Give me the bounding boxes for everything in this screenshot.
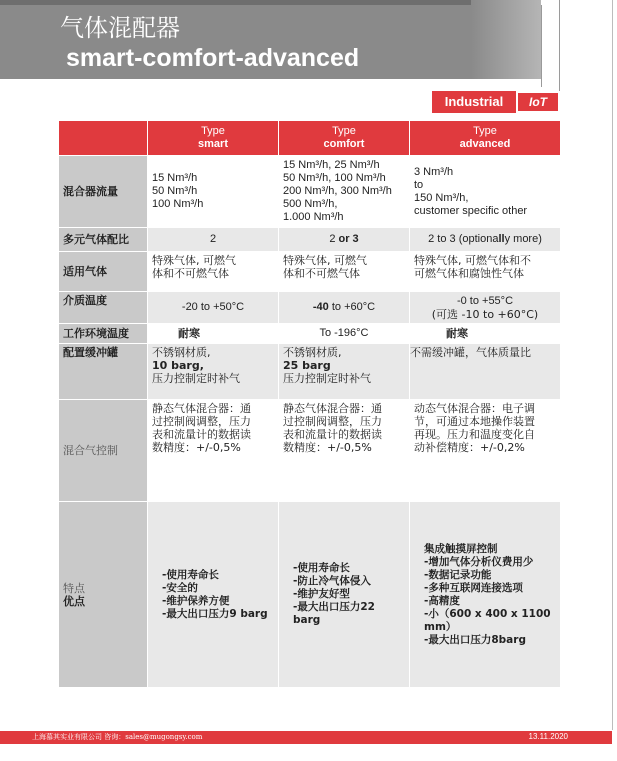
- cell-advanced: [410, 252, 561, 292]
- cell-line: 体和不可燃气体: [283, 267, 360, 280]
- cell-line: 表和流量计的数据读: [152, 428, 251, 441]
- cell-text-bold: -40: [312, 301, 329, 313]
- column-header-comfort: [279, 121, 410, 156]
- cell-line: 50 Nm³/h: [152, 185, 198, 197]
- cell-comfort: [279, 292, 410, 324]
- table-row-buffer: [59, 344, 561, 400]
- cell-line: 10 barg,: [152, 359, 204, 372]
- list-item: -高精度: [424, 594, 460, 607]
- cell-line: 动补偿精度：+/-0,2%: [414, 441, 525, 454]
- row-label: 混合器流量: [59, 156, 148, 228]
- cell-advanced: [410, 400, 561, 502]
- cell-comfort: [279, 344, 410, 400]
- page-edge-line: [612, 0, 613, 730]
- table-row-gases: [59, 252, 561, 292]
- cell-line: 500 Nm³/h,: [283, 198, 338, 210]
- list-item: -最大出口压力9 barg: [162, 607, 268, 620]
- table-row-medium-temp: [59, 292, 561, 324]
- cell-comfort: [279, 252, 410, 292]
- column-name: advanced: [459, 138, 511, 150]
- table-row-ratio: [59, 228, 561, 252]
- row-label: 混合气控制: [59, 400, 148, 502]
- cell-line: 再现。压力和温度变化自: [414, 428, 535, 441]
- cell-line: customer specific other: [414, 204, 528, 217]
- feature-list: [283, 562, 405, 627]
- cell-comfort: [279, 228, 410, 252]
- spec-table: [58, 120, 561, 688]
- row-label: 介质温度: [59, 292, 148, 324]
- cell-line: 静态气体混合器：通: [152, 402, 251, 415]
- cell-advanced: [410, 228, 561, 252]
- cell-advanced: [410, 156, 561, 228]
- row-label-line: 优点: [63, 594, 85, 608]
- cell-line: 1.000 Nm³/h: [283, 211, 344, 223]
- decorative-line: [559, 0, 560, 105]
- cell-line: 150 Nm³/h,: [414, 191, 469, 204]
- footer-date: 13.11.2020: [528, 732, 568, 741]
- list-item: -多种互联网连接选项: [424, 581, 523, 594]
- cell-line: 50 Nm³/h, 100 Nm³/h: [283, 172, 386, 184]
- table-row-flow: [59, 156, 561, 228]
- cell-text: 2 to 3 (optiona: [428, 233, 499, 245]
- row-label: 配置缓冲罐: [59, 344, 148, 400]
- title-bar-shade: [471, 0, 541, 79]
- cell-advanced: [410, 292, 561, 324]
- cell-comfort: To -196°C: [279, 324, 410, 344]
- column-prefix: Type: [473, 125, 497, 137]
- header-corner: [59, 121, 148, 156]
- cell-line: 数精度：+/-0,5%: [152, 441, 241, 454]
- cell-line: 压力控制定时补气: [152, 372, 240, 385]
- table-row-ambient-temp: [59, 324, 561, 344]
- list-item: -防止冷气体侵入: [293, 575, 371, 587]
- cell-line: 200 Nm³/h, 300 Nm³/h: [283, 185, 392, 197]
- cell-line: 不锈钢材质,: [152, 346, 211, 359]
- row-label: 适用气体: [59, 252, 148, 292]
- cell-line: 动态气体混合器：电子调: [414, 402, 535, 415]
- cell-line: 过控制阀调整，压力: [152, 415, 251, 428]
- cell-line: 特殊气体, 可燃气体和不: [414, 254, 531, 267]
- cell-line: 表和流量计的数据读: [283, 428, 382, 441]
- row-label: 多元气体配比: [59, 228, 148, 252]
- column-prefix: Type: [201, 125, 225, 137]
- cell-line: 不锈钢材质,: [283, 346, 342, 359]
- column-name: comfort: [323, 138, 365, 150]
- list-item: -数据记录功能: [424, 568, 492, 581]
- cell-smart: -20 to +50°C: [148, 292, 279, 324]
- cell-text: 2: [329, 233, 339, 245]
- cell-smart: 耐寒: [148, 324, 279, 344]
- industrial-iot-badge: [432, 91, 560, 113]
- list-item: -最大出口压力8barg: [424, 633, 526, 646]
- badge-iot: IoT: [516, 91, 560, 113]
- footer-bar: [0, 731, 612, 744]
- cell-advanced: [410, 502, 561, 688]
- table-header-row: [59, 121, 561, 156]
- column-header-smart: [148, 121, 279, 156]
- cell-line: 过控制阀调整，压力: [283, 415, 382, 428]
- cell-line: 15 Nm³/h, 25 Nm³/h: [283, 159, 380, 171]
- cell-text-bold: or 3: [338, 233, 359, 245]
- cell-line: 数精度：+/-0,5%: [283, 441, 372, 454]
- cell-line: to: [414, 178, 424, 191]
- cell-comfort: [279, 502, 410, 688]
- row-label-line: 特点: [63, 581, 85, 595]
- cell-advanced: 不需缓冲罐，气体质量比: [410, 344, 561, 400]
- cell-smart: [148, 502, 279, 688]
- cell-line: (可选 -10 to +60°C): [431, 307, 539, 321]
- footer-company: 上海慕其实业有限公司 咨询：sales@mugongsy.com: [32, 733, 203, 741]
- cell-line: 节，可通过本地操作装置: [414, 415, 535, 428]
- cell-line: 压力控制定时补气: [283, 372, 371, 385]
- cell-line: 体和不可燃气体: [152, 267, 229, 280]
- cell-smart: [148, 156, 279, 228]
- cell-line: 25 barg: [283, 359, 331, 372]
- list-item: -小（600 x 400 x 1100 mm）: [424, 607, 551, 633]
- cell-line: 15 Nm³/h: [152, 172, 198, 184]
- cell-text: y more): [504, 233, 542, 245]
- cell-line: 特殊气体, 可燃气: [152, 254, 236, 267]
- column-prefix: Type: [332, 125, 356, 137]
- feature-list: [152, 569, 274, 621]
- decorative-line: [541, 5, 542, 87]
- row-label: 工作环境温度: [59, 324, 148, 344]
- title-bar: [0, 0, 541, 79]
- feature-list: [414, 543, 556, 647]
- cell-line: 100 Nm³/h: [152, 198, 204, 210]
- list-item: -维护保养方便: [162, 594, 230, 607]
- title-bar-stripe: [0, 0, 541, 5]
- page-title-en: smart-comfort-advanced: [66, 44, 360, 72]
- list-item: -最大出口压力22 barg: [293, 601, 375, 626]
- cell-advanced: 耐寒: [410, 324, 561, 344]
- column-header-advanced: [410, 121, 561, 156]
- cell-line: 特殊气体, 可燃气: [283, 254, 367, 267]
- cell-smart: [148, 252, 279, 292]
- cell-smart: 2: [148, 228, 279, 252]
- cell-line: -0 to +55°C: [456, 294, 514, 307]
- page-title-cn: 气体混配器: [60, 14, 180, 42]
- badge-industrial: Industrial: [432, 91, 516, 113]
- list-item: -维护友好型: [293, 588, 350, 600]
- column-name: smart: [198, 138, 228, 150]
- list-item: -使用寿命长: [162, 568, 219, 581]
- list-item: -安全的: [162, 581, 198, 594]
- table-row-features: [59, 502, 561, 688]
- cell-smart: [148, 344, 279, 400]
- cell-text-bold: ll: [498, 233, 505, 245]
- table-row-control: [59, 400, 561, 502]
- list-item: -增加气体分析仪费用少: [424, 555, 534, 568]
- list-item: 集成触摸屏控制: [424, 542, 498, 555]
- cell-comfort: [279, 156, 410, 228]
- cell-comfort: [279, 400, 410, 502]
- cell-line: 静态气体混合器：通: [283, 402, 382, 415]
- cell-line: 3 Nm³/h: [414, 165, 454, 178]
- cell-line: 可燃气体和腐蚀性气体: [414, 267, 524, 280]
- list-item: -使用寿命长: [293, 562, 350, 574]
- row-label: [59, 502, 148, 688]
- cell-text: to +60°C: [328, 301, 376, 313]
- cell-smart: [148, 400, 279, 502]
